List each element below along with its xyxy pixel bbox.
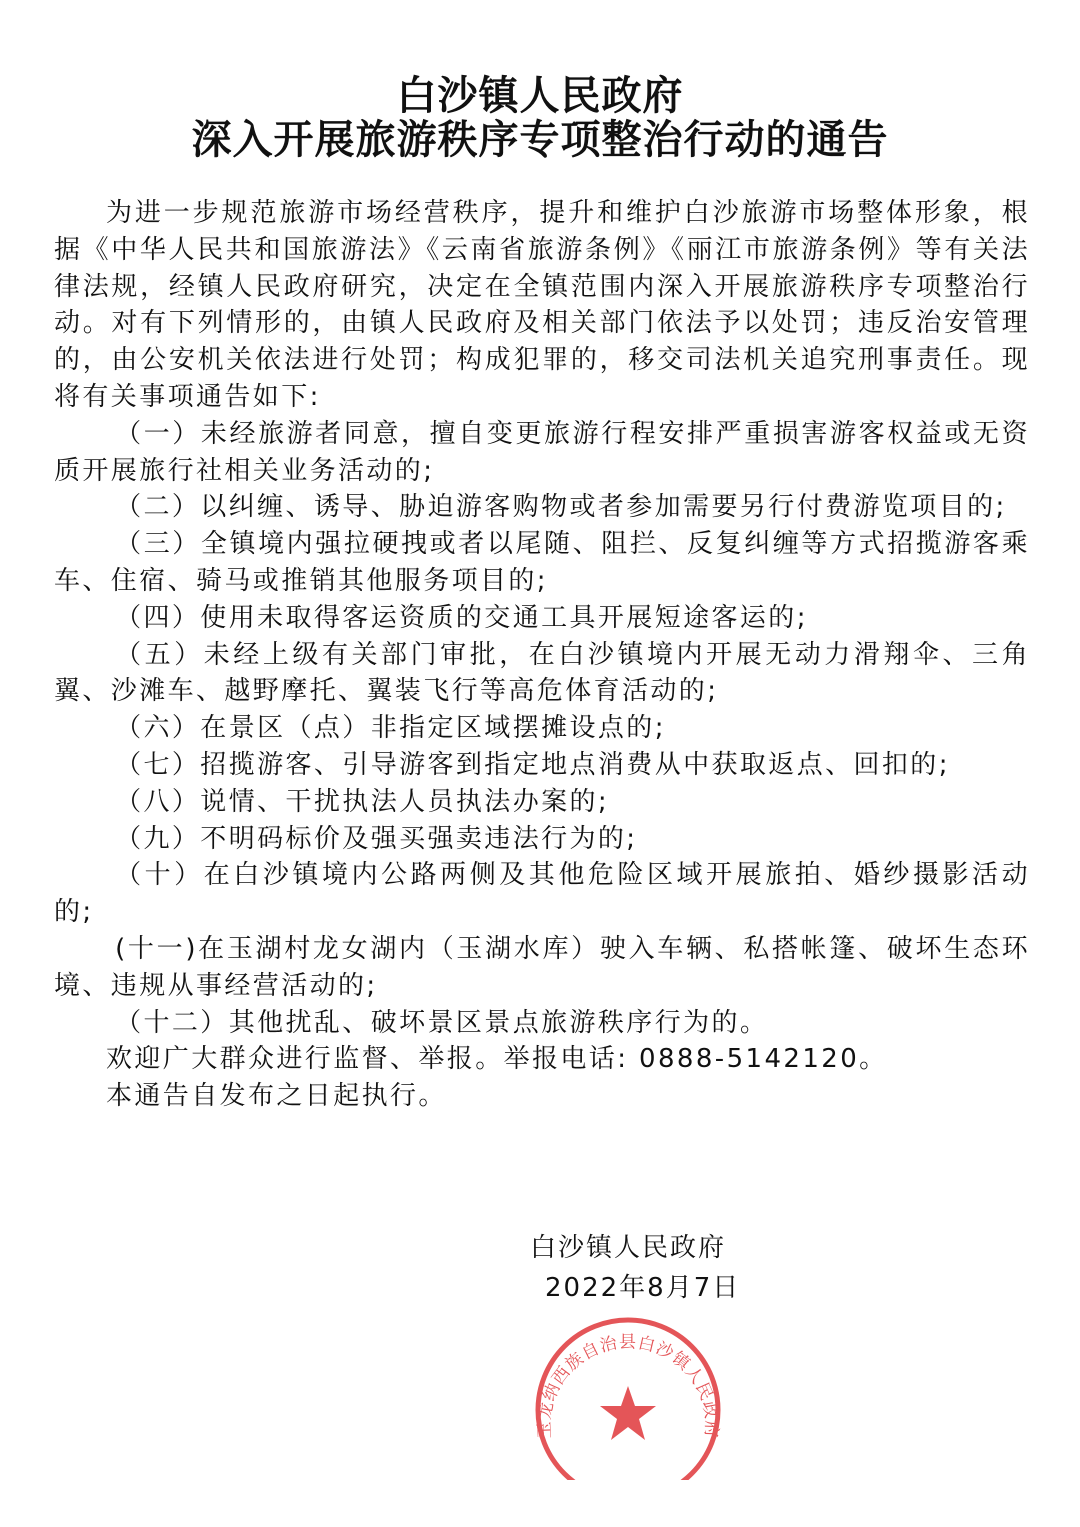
official-seal-stamp: [528, 1310, 728, 1480]
item-paragraph-6: （六）在景区（点）非指定区域摆摊设点的;: [115, 713, 666, 744]
intro-paragraph: 为进一步规范旅游市场经营秩序，提升和维护白沙旅游市场整体形象，根据《中华人民共和国旅游法》《云南省旅游条例》《丽江市旅游条例》等有关法律法规，经镇人民政府研究，决定在全镇范围内深入开展旅游秩序专项整治行动。对有下列情形的，由镇人民政府及相关部门依法予以处罚；违反治安管理的，由公安机关依法进行处罚；构成犯罪的，移交司法机关追究刑事责任。现将有关事项通告如下:: [54, 198, 1030, 412]
notice-title-line-2: 深入开展旅游秩序专项整治行动的通告: [191, 116, 889, 163]
item-paragraph-4: （四）使用未取得客运资质的交通工具开展短途客运的;: [115, 602, 808, 633]
item-paragraph-1: （一）未经旅游者同意，擅自变更旅游行程安排严重损害游客权益或无资质开展旅行社相关业务活动的;: [54, 418, 1030, 486]
item-paragraph-11: (十一)在玉湖村龙女湖内（玉湖水库）驶入车辆、私搭帐篷、破坏生态环境、违规从事经营活动的;: [54, 933, 1030, 1001]
seal-ring: [538, 1320, 718, 1480]
item-paragraph-10: （十）在白沙镇境内公路两侧及其他危险区域开展旅拍、婚纱摄影活动的;: [54, 860, 1030, 928]
item-paragraph-8: （八）说情、干扰执法人员执法办案的;: [115, 786, 610, 817]
item-paragraph-7: （七）招揽游客、引导游客到指定地点消费从中获取返点、回扣的;: [115, 749, 950, 780]
report-paragraph: 欢迎广大群众进行监督、举报。举报电话: 0888-5142120。: [106, 1044, 888, 1075]
seal-star-icon: [600, 1386, 656, 1440]
notice-title-line-1: 白沙镇人民政府: [396, 72, 684, 119]
signature-org: 白沙镇人民政府: [530, 1233, 727, 1263]
item-paragraph-12: （十二）其他扰乱、破坏景区景点旅游秩序行为的。: [115, 1007, 769, 1038]
item-paragraph-9: （九）不明码标价及强买强卖违法行为的;: [115, 823, 638, 854]
seal-text: 玉龙纳西族自治县白沙镇人民政府: [534, 1332, 722, 1439]
effective-paragraph: 本通告自发布之日起执行。: [106, 1081, 447, 1112]
item-paragraph-5: （五）未经上级有关部门审批，在白沙镇境内开展无动力滑翔伞、三角翼、沙滩车、越野摩托、翼装飞行等高危体育活动的;: [54, 639, 1030, 707]
signature-date: 2022年8月7日: [545, 1273, 741, 1303]
notice-body: [54, 195, 1030, 1115]
item-paragraph-3: （三）全镇境内强拉硬拽或者以尾随、阻拦、反复纠缠等方式招揽游客乘车、住宿、骑马或推销其他服务项目的;: [54, 529, 1030, 596]
item-paragraph-2: （二）以纠缠、诱导、胁迫游客购物或者参加需要另行付费游览项目的;: [115, 492, 1007, 523]
